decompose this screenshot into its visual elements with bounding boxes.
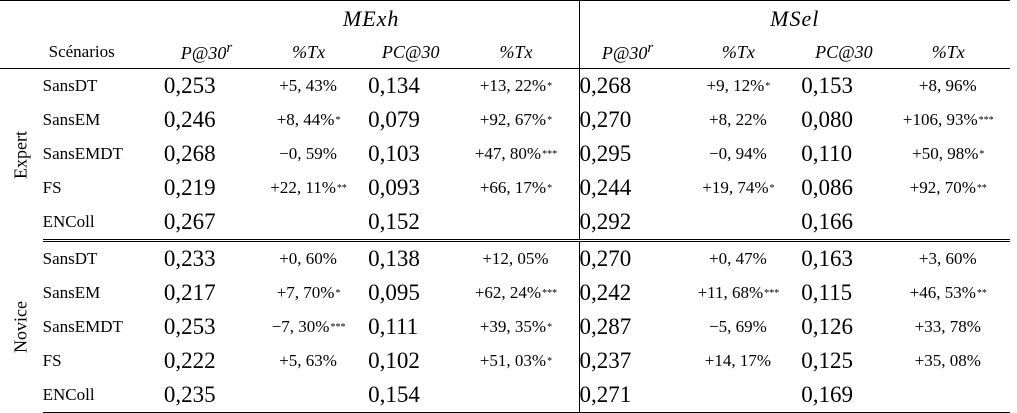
mexh-pc-cell: 0,103 [368, 141, 420, 166]
msel-pc-cell: 0,115 [801, 280, 853, 305]
msel-pc-cell: 0,125 [801, 348, 853, 373]
msel-p-cell: 0,271 [579, 378, 676, 413]
col-head-scenarios: Scénarios [43, 36, 164, 69]
scenario-cell: SansEMDT [42, 144, 123, 163]
table-row [0, 276, 1010, 310]
mexh-pc-cell: 0,154 [368, 378, 453, 413]
variation-value: +51, 03% [479, 351, 547, 370]
mexh-tx2-cell [453, 344, 579, 378]
msel-pc-cell: 0,166 [801, 205, 886, 241]
msel-tx2-cell [887, 69, 1011, 104]
msel-tx1-cell [676, 103, 802, 137]
variation-value: +7, 70% [276, 283, 335, 302]
mexh-p-cell: 0,253 [163, 73, 216, 98]
mexh-tx2-cell [453, 378, 579, 413]
msel-pc-cell: 0,110 [801, 141, 853, 166]
variation-value: +35, 08% [914, 351, 981, 370]
significance-marker: *** [764, 288, 780, 299]
msel-tx1-cell [676, 137, 802, 171]
variation-value: +8, 96% [918, 76, 977, 95]
group-title-msel: MSel [579, 1, 1010, 36]
mexh-pc-cell: 0,138 [368, 246, 420, 271]
mexh-p-cell: 0,233 [163, 246, 216, 271]
table-row [0, 344, 1010, 378]
variation-value: +5, 63% [279, 351, 337, 370]
variation-value: −7, 30% [271, 317, 330, 336]
msel-p-cell: 0,242 [579, 276, 676, 310]
msel-tx2-cell [887, 103, 1011, 137]
variation-value: −0, 59% [279, 144, 337, 163]
variation-value: +46, 53% [909, 283, 976, 302]
mexh-tx2-cell [453, 137, 579, 171]
significance-marker: * [547, 115, 553, 126]
significance-marker: * [769, 183, 775, 194]
msel-tx2-cell [887, 241, 1011, 277]
mexh-pc-cell: 0,093 [368, 175, 420, 200]
msel-p-cell: 0,244 [579, 171, 676, 205]
table-row [0, 378, 1010, 413]
mexh-tx1-cell [249, 69, 368, 104]
section-label-text: Novice [10, 300, 31, 353]
msel-p-cell: 0,295 [579, 137, 676, 171]
col-head-msel-pc30: PC@30 [801, 36, 886, 69]
msel-tx2-cell [887, 276, 1011, 310]
msel-tx1-cell [676, 171, 802, 205]
group-header-row [0, 1, 1010, 36]
mexh-pc-cell: 0,102 [368, 348, 420, 373]
significance-marker: * [547, 183, 553, 194]
table-row [0, 137, 1010, 171]
variation-value: +0, 47% [709, 249, 767, 268]
mexh-pc-cell: 0,111 [368, 314, 419, 339]
variation-value: +106, 93% [902, 110, 978, 129]
msel-pc-cell: 0,169 [801, 378, 886, 413]
msel-tx2-cell [887, 344, 1011, 378]
mexh-tx2-cell [453, 171, 579, 205]
msel-pc-cell: 0,153 [801, 73, 853, 98]
significance-marker: *** [542, 288, 558, 299]
significance-marker: ** [336, 183, 347, 194]
mexh-pc-cell: 0,095 [368, 280, 420, 305]
scenario-cell: SansEM [42, 110, 101, 129]
msel-pc-cell: 0,086 [801, 175, 853, 200]
mexh-tx2-cell [453, 205, 579, 241]
msel-tx1-cell [676, 310, 802, 344]
significance-marker: * [547, 322, 553, 333]
significance-marker: ** [976, 288, 987, 299]
variation-value: +39, 35% [479, 317, 547, 336]
msel-p-cell: 0,292 [579, 205, 676, 241]
mexh-p-cell: 0,268 [163, 141, 216, 166]
mexh-tx2-cell [453, 103, 579, 137]
mexh-p-cell: 0,267 [164, 205, 249, 241]
section-label [0, 241, 43, 413]
col-head-msel-p30r [579, 36, 676, 69]
variation-value: +5, 43% [279, 76, 337, 95]
mexh-p-cell: 0,246 [163, 107, 216, 132]
table-row [0, 310, 1010, 344]
variation-value: +13, 22% [479, 76, 547, 95]
variation-value: +47, 80% [474, 144, 542, 163]
scenario-cell: SansEM [42, 283, 101, 302]
mexh-p-cell: 0,253 [163, 314, 216, 339]
msel-p-cell: 0,287 [579, 310, 676, 344]
variation-value: +12, 05% [482, 249, 549, 268]
mexh-tx1-cell [249, 241, 368, 277]
table-row [0, 241, 1010, 277]
msel-tx2-cell [887, 171, 1011, 205]
col-head-mexh-tx2: %Tx [453, 36, 579, 69]
table-row [0, 69, 1010, 104]
msel-pc-cell: 0,126 [801, 314, 853, 339]
col-head-p30-sup: r [226, 40, 233, 56]
table-body [0, 1, 1010, 413]
col-head-msel-tx2: %Tx [887, 36, 1011, 69]
variation-value: +50, 98% [912, 144, 979, 163]
scenario-cell: ENColl [43, 378, 164, 413]
variation-value: +11, 68% [697, 283, 764, 302]
mexh-pc-cell: 0,079 [368, 107, 420, 132]
section-label-text: Expert [10, 130, 31, 179]
variation-value: +0, 60% [279, 249, 337, 268]
significance-marker: ** [976, 183, 987, 194]
variation-value: +92, 67% [479, 110, 547, 129]
scenario-cell: FS [42, 351, 62, 370]
msel-tx2-cell [887, 378, 1011, 413]
variation-value: +66, 17% [479, 178, 547, 197]
significance-marker: * [765, 81, 771, 92]
mexh-tx1-cell [249, 205, 368, 241]
variation-value: +92, 70% [909, 178, 976, 197]
msel-tx1-cell [676, 205, 802, 241]
table-row [0, 103, 1010, 137]
mexh-tx1-cell [249, 137, 368, 171]
msel-pc-cell: 0,080 [801, 107, 853, 132]
variation-value: +8, 22% [709, 110, 767, 129]
scenario-cell: SansDT [42, 249, 98, 268]
mexh-tx1-cell [249, 344, 368, 378]
column-header-row [0, 36, 1010, 69]
mexh-pc-cell: 0,152 [368, 205, 453, 241]
col-head-mexh-pc30: PC@30 [368, 36, 453, 69]
significance-marker: *** [542, 149, 558, 160]
variation-value: +14, 17% [704, 351, 771, 370]
variation-value: +9, 12% [706, 76, 765, 95]
col-head-p30-base: P@30 [180, 43, 227, 63]
variation-value: −5, 69% [709, 317, 767, 336]
col-head-p30-sup: r [647, 40, 654, 56]
msel-pc-cell: 0,163 [801, 246, 853, 271]
msel-p-cell: 0,237 [579, 344, 676, 378]
msel-tx1-cell [676, 69, 802, 104]
scenario-cell: SansDT [42, 76, 98, 95]
variation-value: −0, 94% [709, 144, 767, 163]
variation-value: +19, 74% [702, 178, 769, 197]
table-row [0, 171, 1010, 205]
variation-value: +62, 24% [474, 283, 542, 302]
scenario-cell: SansEMDT [42, 317, 123, 336]
col-head-mexh-p30r [164, 36, 249, 69]
mexh-p-cell: 0,217 [163, 280, 216, 305]
variation-value: +8, 44% [276, 110, 335, 129]
mexh-tx1-cell [249, 378, 368, 413]
section-label [0, 69, 43, 241]
mexh-p-cell: 0,219 [163, 175, 216, 200]
significance-marker: * [979, 149, 985, 160]
msel-tx2-cell [887, 205, 1011, 241]
mexh-tx1-cell [249, 276, 368, 310]
mexh-tx2-cell [453, 241, 579, 277]
col-head-msel-tx1: %Tx [676, 36, 802, 69]
msel-tx1-cell [676, 344, 802, 378]
mexh-tx1-cell [249, 171, 368, 205]
significance-marker: *** [330, 322, 346, 333]
mexh-tx1-cell [249, 103, 368, 137]
msel-tx1-cell [676, 276, 802, 310]
group-title-mexh: MExh [342, 5, 400, 31]
mexh-tx2-cell [453, 276, 579, 310]
mexh-pc-cell: 0,134 [368, 73, 420, 98]
significance-marker: * [547, 81, 553, 92]
msel-tx2-cell [887, 137, 1011, 171]
mexh-p-cell: 0,235 [164, 378, 249, 413]
msel-tx2-cell [887, 310, 1011, 344]
significance-marker: * [547, 356, 553, 367]
scenario-cell: ENColl [43, 205, 164, 241]
msel-tx1-cell [676, 378, 802, 413]
mexh-p-cell: 0,222 [163, 348, 216, 373]
msel-p-cell: 0,268 [579, 69, 676, 104]
mexh-tx2-cell [453, 310, 579, 344]
mexh-tx2-cell [453, 69, 579, 104]
col-head-mexh-tx1: %Tx [249, 36, 368, 69]
scenario-cell: FS [42, 178, 62, 197]
msel-tx1-cell [676, 241, 802, 277]
msel-p-cell: 0,270 [579, 241, 676, 277]
table-row [0, 205, 1010, 241]
col-head-p30-base: P@30 [601, 43, 648, 63]
significance-marker: * [335, 115, 341, 126]
significance-marker: *** [978, 115, 994, 126]
mexh-tx1-cell [249, 310, 368, 344]
variation-value: +3, 60% [918, 249, 977, 268]
msel-p-cell: 0,270 [579, 103, 676, 137]
variation-value: +22, 11% [270, 178, 336, 197]
significance-marker: * [335, 288, 341, 299]
variation-value: +33, 78% [914, 317, 981, 336]
